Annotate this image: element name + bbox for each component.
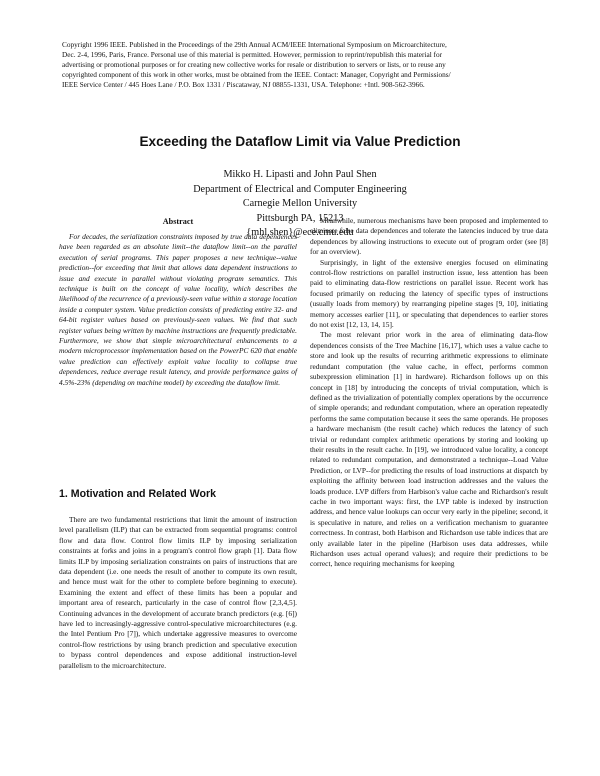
right-column (310, 216, 548, 570)
body-paragraph: Meanwhile, numerous mechanisms have been proposed and implemented to eliminate false data dependences and tolerate the latencies induced by true data dependences by allowing instructions to execute out of program order (see [8] for an overview). (310, 216, 548, 257)
copyright-line: Copyright 1996 IEEE. Published in the Proceedings of the 29th Annual ACM/IEEE International Symposium on Microarchitecture, (62, 40, 447, 49)
author-names: Mikko H. Lipasti and John Paul Shen (223, 169, 377, 180)
paper-title: Exceeding the Dataflow Limit via Value Prediction (139, 134, 461, 149)
copyright-notice (62, 40, 548, 90)
body-paragraph: The most relevant prior work in the area of eliminating data-flow dependences consists of the Tree Machine [16,17], which uses a value cache to store and look up the results of recurring arithmetic expressions to eliminate redundant computation (the value cache, in effect, performs common subexpression elimination [1] in hardware). Richardson follows up on this concept in [18] by introducing the concepts of trivial computation, which is defined as the trivialization of potentially complex operations by the occurrence of simple operands; and redundant computation, where an operation repeatedly performs the same computation because it sees the same operands. He proposes a hardware mechanism (the result cache) which reduces the latency of such trivial or redundant complex arithmetic operations by storing and looking up their results in the result cache. In [19], we introduced value locality, a concept related to redundant computation, and demonstrated a technique--Load Value Prediction, or LVP--for predicting the results of load instructions at dispatch by exploiting the affinity between load instruction addresses and the values the loads produce. LVP differs from Harbison's value cache and Richardson's result cache in two important ways: first, the LVP table is indexed by instruction address, and hence value lookups can occur very early in the pipeline; second, it is speculative in nature, and relies on a verification mechanism to guarantee correctness. In contrast, both Harbison and Richardson use table indices that are only available later in the pipeline (Harbison uses data addresses, while Richardson uses actual operand values); and require their predictions to be correct, hence requiring mechanisms for keeping (310, 330, 548, 569)
copyright-line: advertising or promotional purposes or for creating new collective works for resale or distribution to servers or lists, or to reuse any (62, 60, 446, 69)
abstract-text: For decades, the serialization constraints imposed by true data dependences have been regarded as an absolute limit--the dataflow limit--on the parallel execution of serial programs. This paper proposes a new technique--value prediction--for exceeding that limit that allows data dependent instructions to issue and execute in parallel without violating program semantics. This technique is built on the concept of value locality, which describes the likelihood of the recurrence of a previously-seen value within a storage location inside a computer system. Value prediction consists of predicting entire 32- and 64-bit register values based on previously-seen values. We find that such register values being written by machine instructions are frequently predictable. Furthermore, we show that simple microarchitectural enhancements to a modern microprocessor implementation based on the PowerPC 620 that enable value prediction can effectively exploit value locality to collapse true dependences, reduce average result latency, and provide performance gains of 4.5%-23% (depending on machine model) by exceeding the dataflow limit. (59, 232, 297, 387)
abstract-heading: Abstract (162, 217, 194, 226)
copyright-line: copyrighted component of this work in other works, must be obtained from the IEEE. Contact: Manager, Copyright and Permissions/ (62, 70, 451, 79)
author-city: Pittsburgh PA, 15213 (256, 212, 344, 224)
section-paragraph: There are two fundamental restrictions that limit the amount of instruction level parallelism (ILP) that can be extracted from sequential programs: control flow and data flow. Control flow limits ILP by imposing serialization constraints at forks and joins in a program's control flow graph [1]. Data flow limits ILP by imposing serialization constraints on pairs of instructions that are data dependent (i.e. one needs the result of another to compute its own result, and hence must wait for the other to complete before beginning to execute). Examining the extent and effect of these limits has been a popular and important area of research, particularly in the case of control flow [2,3,4,5]. Continuing advances in the development of accurate branch predictors (e.g. [6]) have led to increasingly-aggressive control-speculative microarchitectures (e.g. the Intel Pentium Pro [7]), which undertake aggressive measures to overcome control-flow restrictions by using branch prediction and speculative execution to bypass control dependences and expose additional instruction-level parallelism to the microarchitecture. (59, 515, 297, 670)
body-paragraph: Surprisingly, in light of the extensive energies focused on eliminating control-flow restrictions on parallel instruction issue, less attention has been paid to eliminating data-flow restrictions on parallel issue. Recent work has focused primarily on reducing the latency of specific types of instructions (usually loads from memory) by rearranging pipeline stages [9, 10], initiating memory accesses earlier [11], or speculating that dependences to earlier stores do not exist [12, 13, 14, 15]. (310, 257, 548, 330)
section-heading: 1. Motivation and Related Work (59, 488, 216, 500)
copyright-line: Dec. 2-4, 1996, Paris, France. Personal use of this material is permitted. However, permission to reprint/republish this material for (62, 50, 443, 59)
copyright-line: IEEE Service Center / 445 Hoes Lane / P.O. Box 1331 / Piscataway, NJ 08855-1331, USA. Telephone: +Intl. 908-562-3966. (62, 80, 425, 89)
left-column (59, 216, 297, 670)
author-email: {mhl,shen}@ece.cmu.edu (246, 227, 354, 239)
author-department: Department of Electrical and Computer Engineering (193, 183, 407, 195)
author-university: Carnegie Mellon University (242, 198, 358, 210)
